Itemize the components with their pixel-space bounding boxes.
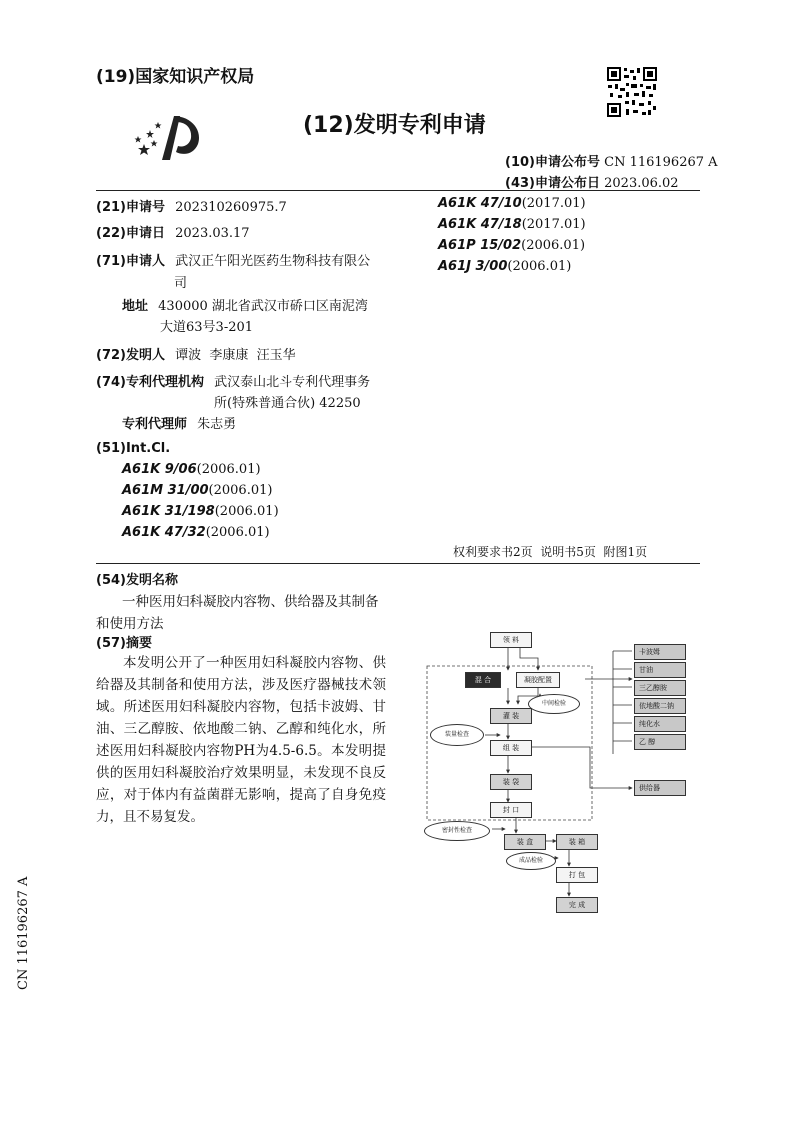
document-type: (12)发明专利申请 bbox=[303, 113, 486, 138]
patent-agent bbox=[122, 413, 236, 432]
address-label: 地址 bbox=[122, 299, 149, 314]
agency-continued: 所(特殊普通合伙) 42250 bbox=[214, 396, 361, 411]
ipc-code: A61K 47/18 bbox=[438, 217, 522, 232]
ipc-right-1 bbox=[438, 217, 586, 232]
ipc-version: (2006.01) bbox=[214, 504, 279, 519]
ipc-version: (2006.01) bbox=[208, 483, 273, 498]
invention-title-label: (54)发明名称 bbox=[96, 573, 178, 588]
ipc-code: A61M 31/00 bbox=[122, 483, 209, 498]
ipc-code: A61K 47/32 bbox=[122, 525, 206, 540]
ipc-version: (2017.01) bbox=[521, 196, 586, 211]
inventors-label: (72)发明人 bbox=[96, 348, 165, 363]
address-value: 430000 湖北省武汉市硚口区南泥湾 bbox=[158, 299, 368, 314]
invention-title-line2: 和使用方法 bbox=[96, 616, 164, 632]
agency bbox=[96, 371, 370, 390]
ingredient-1: 甘油 bbox=[634, 662, 686, 678]
ipc-code: A61J 3/00 bbox=[438, 259, 508, 274]
ipc-label bbox=[96, 441, 170, 456]
office-name: (19)国家知识产权局 bbox=[96, 67, 255, 87]
application-number-value: 202310260975.7 bbox=[175, 200, 287, 215]
ipc-version: (2006.01) bbox=[521, 238, 586, 253]
biblio-divider bbox=[96, 563, 700, 564]
publication-date-label: (43)申请公布日 bbox=[505, 176, 600, 191]
step-feed: 领 料 bbox=[490, 632, 532, 648]
header-divider bbox=[96, 190, 700, 191]
step-gel-prep: 凝胶配置 bbox=[516, 672, 560, 688]
step-assemble: 组 装 bbox=[490, 740, 532, 756]
publication-number-label: (10)申请公布号 bbox=[505, 155, 600, 170]
abstract-label: (57)摘要 bbox=[96, 636, 152, 651]
publication-number-value: CN 116196267 A bbox=[604, 155, 718, 170]
filing-date-label: (22)申请日 bbox=[96, 226, 165, 241]
ipc-code: A61K 31/198 bbox=[122, 504, 215, 519]
ipc-code: A61K 9/06 bbox=[122, 462, 197, 477]
agency-value: 武汉泰山北斗专利代理事务 bbox=[214, 375, 371, 390]
step-seal: 封 口 bbox=[490, 802, 532, 818]
patent-agent-value: 朱志勇 bbox=[197, 417, 237, 432]
ipc-right-3 bbox=[438, 259, 571, 274]
ipc-code: A61K 47/10 bbox=[438, 196, 522, 211]
application-number-label: (21)申请号 bbox=[96, 200, 165, 215]
step-fill: 灌 装 bbox=[490, 708, 532, 724]
ingredient-4: 纯化水 bbox=[634, 716, 686, 732]
step-bag: 装 袋 bbox=[490, 774, 532, 790]
page-counts: 权利要求书2页 说明书5页 附图1页 bbox=[453, 545, 648, 559]
ipc-code: A61P 15/02 bbox=[438, 238, 522, 253]
ipc-label-text: (51)Int.Cl. bbox=[96, 441, 171, 456]
publication-date-value: 2023.06.02 bbox=[604, 176, 679, 191]
ipc-left-3 bbox=[122, 525, 270, 540]
ipc-left-1 bbox=[122, 483, 272, 498]
step-box: 装 盒 bbox=[504, 834, 546, 850]
check-install: 装量检查 bbox=[430, 724, 484, 746]
ipc-right-0 bbox=[438, 196, 586, 211]
address bbox=[122, 295, 368, 314]
publication-number bbox=[505, 151, 718, 170]
side-publication-number: CN 116196267 A bbox=[16, 876, 31, 990]
ingredient-2: 三乙醇胺 bbox=[634, 680, 686, 696]
patent-agent-label: 专利代理师 bbox=[122, 417, 188, 432]
ipc-left-2 bbox=[122, 504, 279, 519]
process-flowchart bbox=[420, 630, 700, 920]
abstract-text bbox=[96, 652, 386, 828]
abstract-body: 本发明公开了一种医用妇科凝胶内容物、供给器及其制备和使用方法，涉及医疗器械技术领域。所述医用妇科凝胶内容物，包括卡波姆、甘油、三乙醇胺、依地酸二钠、乙醇和纯化水，所述医用妇科凝胶内容物PH为4.5-6.5。本发明提供的医用妇科凝胶治疗效果明显，未发现不良反应，对于体内有益菌群无影响，提高了自身免疫力，且不易复发。 bbox=[96, 655, 386, 825]
publication-date bbox=[505, 172, 679, 191]
ingredient-5: 乙 醇 bbox=[634, 734, 686, 750]
step-pack: 打 包 bbox=[556, 867, 598, 883]
ingredient-3: 依地酸二钠 bbox=[634, 698, 686, 714]
ipc-version: (2006.01) bbox=[205, 525, 270, 540]
address-continued: 大道63号3-201 bbox=[160, 320, 254, 335]
step-mix: 混 合 bbox=[465, 672, 501, 688]
applicant-label: (71)申请人 bbox=[96, 254, 165, 269]
applicant-value: 武汉正午阳光医药生物科技有限公 bbox=[175, 254, 371, 269]
ipc-version: (2006.01) bbox=[196, 462, 261, 477]
qr-code-icon bbox=[606, 66, 658, 118]
check-seal: 密封性检查 bbox=[424, 821, 490, 841]
application-number bbox=[96, 196, 287, 215]
inventors bbox=[96, 344, 296, 363]
check-final: 成品检验 bbox=[506, 852, 556, 870]
inventors-value: 谭波 李康康 汪玉华 bbox=[175, 348, 296, 363]
applicant-continued: 司 bbox=[174, 276, 188, 291]
ipc-version: (2017.01) bbox=[521, 217, 586, 232]
filing-date bbox=[96, 222, 250, 241]
step-done: 完 成 bbox=[556, 897, 598, 913]
check-middle: 中间检验 bbox=[528, 694, 580, 714]
cnipa-emblem-icon bbox=[130, 108, 206, 168]
ingredient-0: 卡波姆 bbox=[634, 644, 686, 660]
ipc-left-0 bbox=[122, 462, 261, 477]
invention-title-line1: 一种医用妇科凝胶内容物、供给器及其制备 bbox=[122, 594, 379, 610]
ipc-version: (2006.01) bbox=[507, 259, 572, 274]
applicant bbox=[96, 250, 370, 269]
ipc-right-2 bbox=[438, 238, 585, 253]
step-case: 装 箱 bbox=[556, 834, 598, 850]
filing-date-value: 2023.03.17 bbox=[175, 226, 250, 241]
agency-label: (74)专利代理机构 bbox=[96, 375, 204, 390]
supplier-box: 供给器 bbox=[634, 780, 686, 796]
